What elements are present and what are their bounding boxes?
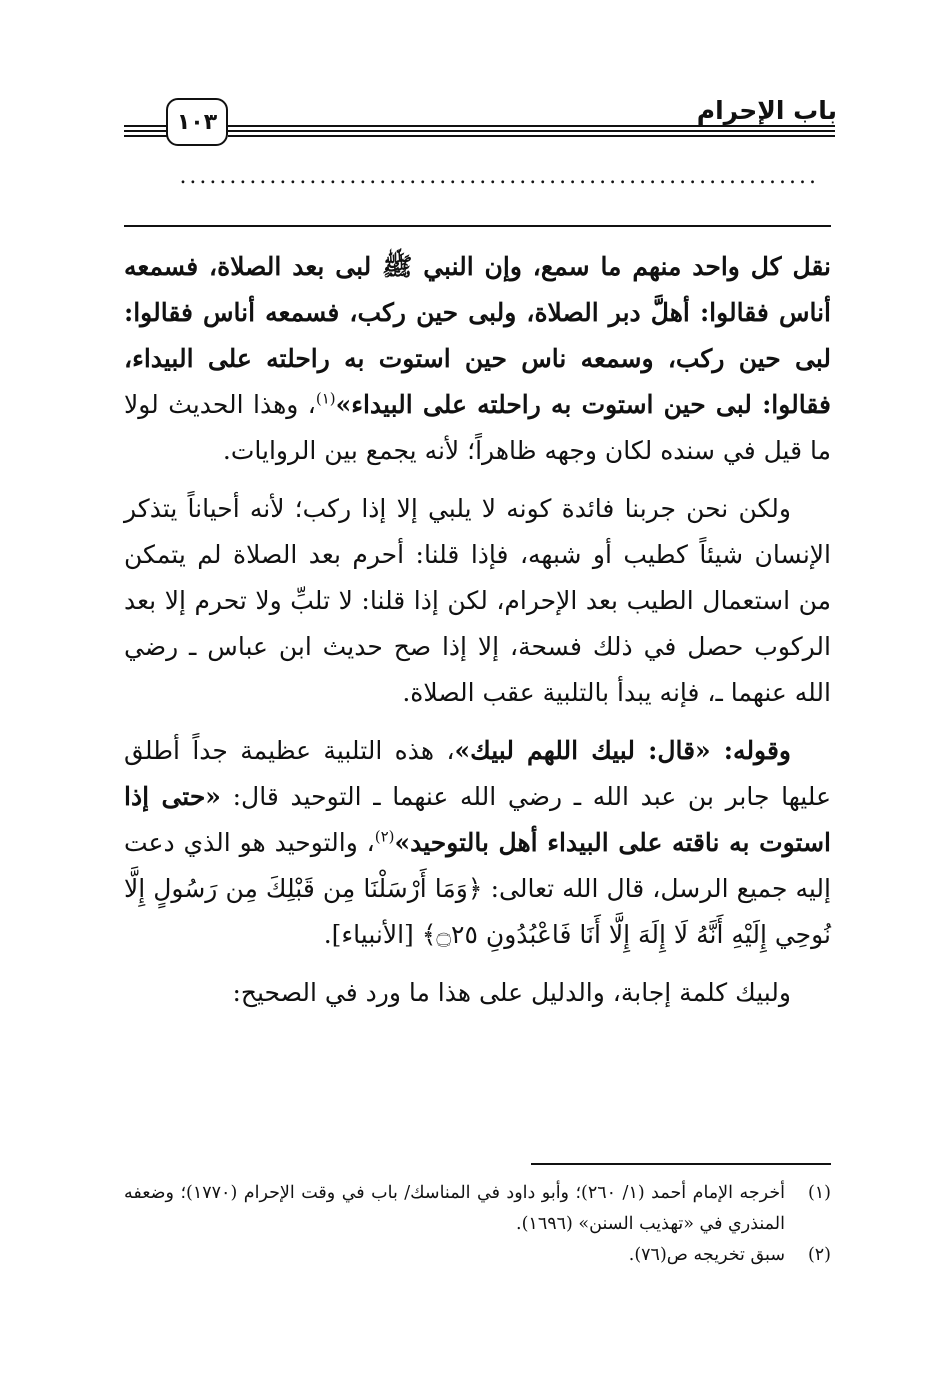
footnote-number: (٢) [807, 1245, 831, 1265]
paragraph-4: ولبيك كلمة إجابة، والدليل على هذا ما ورد في الصحيح: [232, 978, 791, 1007]
footnote-ref-2: (٢) [374, 827, 395, 846]
quoted-phrase: وقوله: «قال: لبيك اللهم لبيك» [454, 736, 791, 765]
paragraph-3 [124, 728, 831, 958]
footnote-text: أخرجه الإمام أحمد (١/ ٢٦٠)؛ وأبو داود في المناسك/ باب في وقت الإحرام (١٧٧٠)؛ وضعفه المنذري في «تهذيب السنن» (١٦٩٦). [124, 1183, 785, 1234]
header-rule-right [228, 125, 835, 139]
ellipsis-dots: ................................................................ [179, 166, 819, 188]
footnote-2 [124, 1240, 831, 1271]
paragraph-3-text-a: ، هذه التلبية عظيمة جداً أطلق عليها جابر بن عبد الله ـ رضي الله عنهما ـ التوحيد قال: [124, 736, 831, 811]
footnote-1 [124, 1178, 831, 1240]
chapter-title: باب الإحرام [696, 96, 837, 125]
body-text [124, 244, 831, 1028]
footnote-number: (١) [807, 1183, 831, 1203]
jabir-quote: «حتى إذا استوت به ناقته على البيداء أهل بالتوحيد» [124, 782, 831, 857]
paragraph-3-text-b: ، والتوحيد هو الذي دعت إليه جميع الرسل، قال الله تعالى: ﴿وَمَا أَرْسَلْنَا مِن قَبْلِكَ مِن رَسُولٍ إِلَّا نُوحِي إِلَيْهِ أَنَّهُ لَا إِلَهَ إِلَّا أَنَا فَاعْبُدُونِ ۝٢٥﴾ [الأنبياء]. [124, 828, 831, 949]
footnote-rule [531, 1163, 831, 1165]
paragraph-1-text: ، وهذا الحديث لولا ما قيل في سنده لكان وجهه ظاهراً؛ لأنه يجمع بين الروايات. [124, 390, 831, 465]
hadith-quote: نقل كل واحد منهم ما سمع، وإن النبي ﷺ لبى بعد الصلاة، فسمعه أناس فقالوا: أهلَّ دبر الصلاة، ولبى حين ركب، فسمعه أناس فقالوا: لبى حين ركب، وسمعه ناس حين استوت به راحلته على البيداء، فقالوا: لبى حين استوت به راحلته على البيداء» [124, 252, 831, 419]
separator-rule [124, 225, 831, 227]
footnotes [124, 1178, 831, 1271]
paragraph-1 [124, 244, 831, 474]
footnote-ref-1: (١) [315, 389, 336, 408]
footnote-text: سبق تخريجه ص(٧٦). [628, 1245, 785, 1265]
header-rule-left [124, 125, 168, 139]
page-number: ١٠٣ [166, 98, 228, 146]
paragraph-2: ولكن نحن جربنا فائدة كونه لا يلبي إلا إذا ركب؛ لأنه أحياناً يتذكر الإنسان شيئاً كطيب أو شبهه، فإذا قلنا: أحرم بعد الصلاة لم يتمكن من استعمال الطيب بعد الإحرام، لكن إذا قلنا: لا تلبِّ ولا تحرم إلا بعد الركوب حصل في ذلك فسحة، إلا إذا صح حديث ابن عباس ـ رضي الله عنهما ـ، فإنه يبدأ بالتلبية عقب الصلاة. [124, 494, 831, 707]
